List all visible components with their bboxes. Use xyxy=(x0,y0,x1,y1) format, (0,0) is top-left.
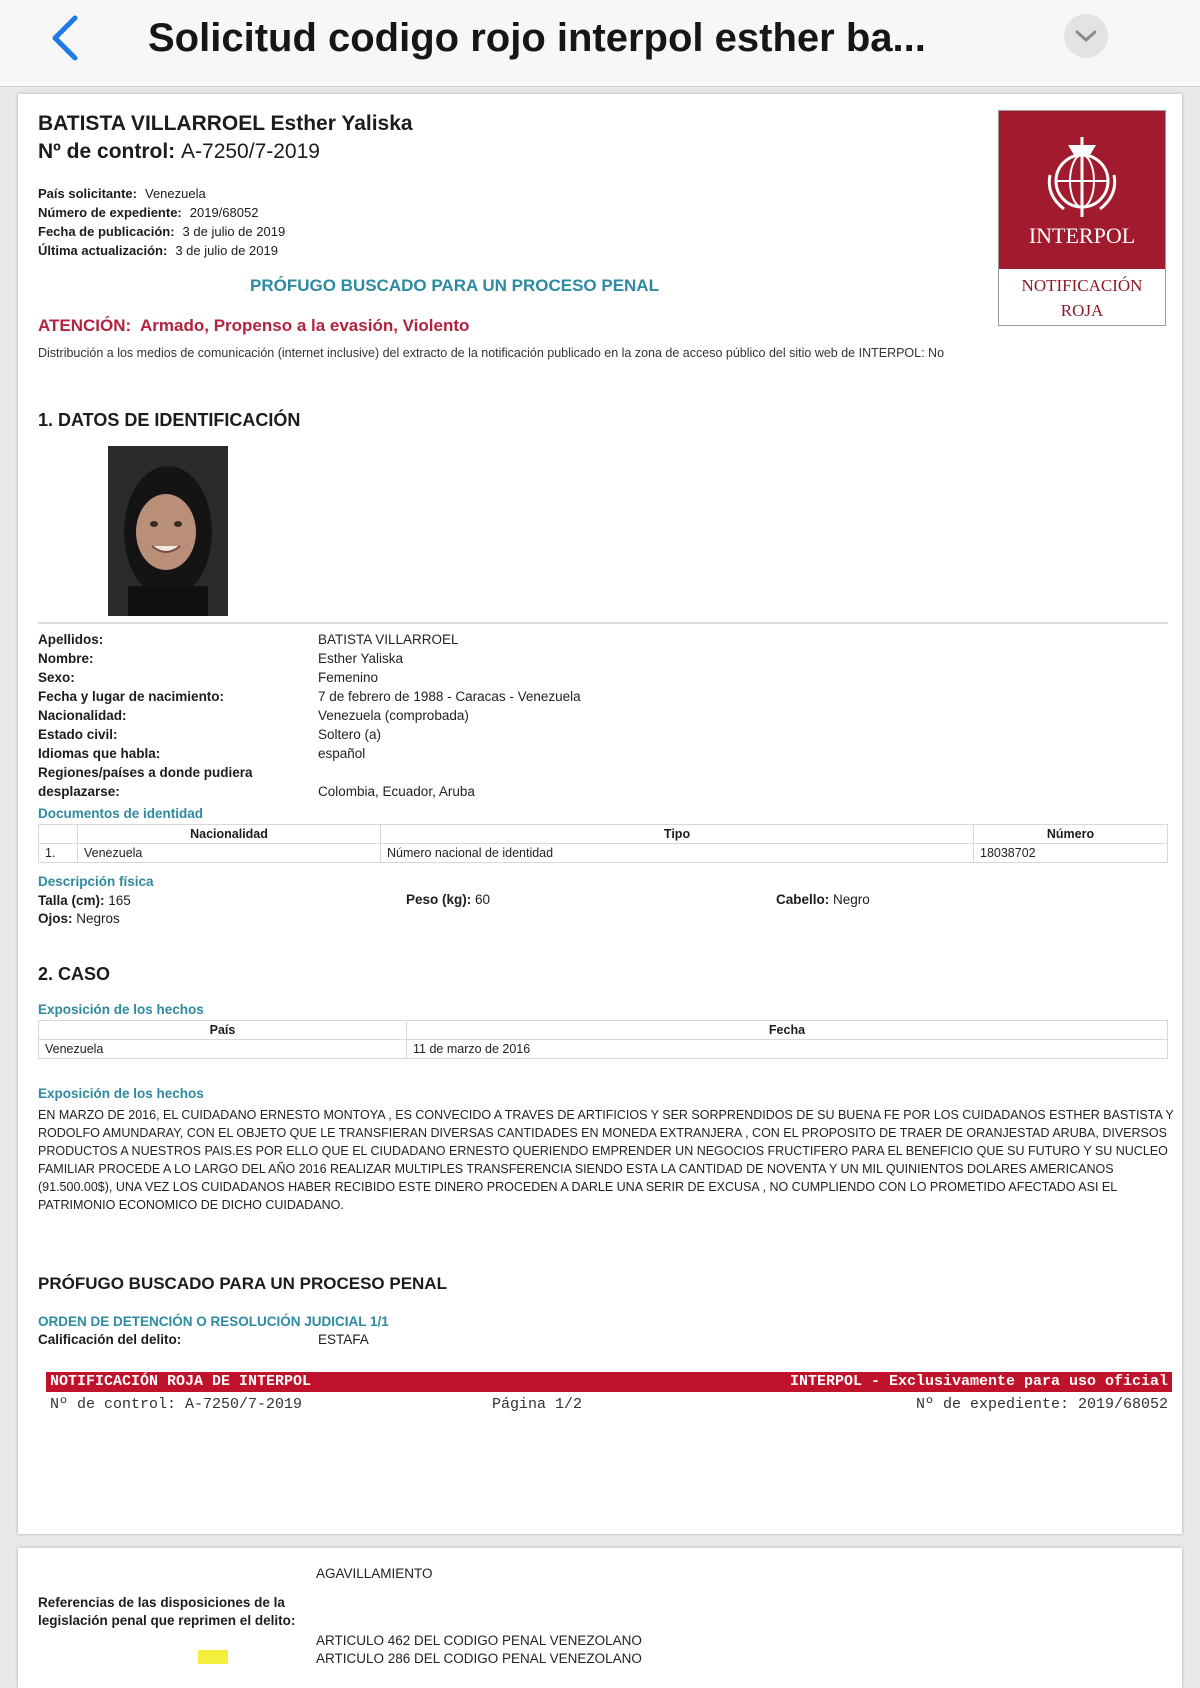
meta-row: Número de expediente: 2019/68052 xyxy=(38,205,259,220)
warrant-heading: PRÓFUGO BUSCADO PARA UN PROCESO PENAL xyxy=(38,1274,447,1293)
logo-note: NOTIFICACIÓN ROJA xyxy=(1021,276,1143,320)
table-header-row: País Fecha xyxy=(39,1021,1168,1040)
documents-table xyxy=(38,824,1168,863)
interpol-logo xyxy=(998,110,1166,326)
control-number xyxy=(38,140,320,164)
back-button[interactable] xyxy=(40,10,88,66)
notice-metadata xyxy=(38,184,285,260)
facts-heading: Exposición de los hechos xyxy=(38,1086,204,1101)
id-row: Nacionalidad: Venezuela (comprobada) xyxy=(38,708,469,723)
identification-heading: 1. DATOS DE IDENTIFICACIÓN xyxy=(38,410,301,430)
notice-banner-title: PRÓFUGO BUSCADO PARA UN PROCESO PENAL xyxy=(250,276,659,295)
divider xyxy=(38,622,1168,624)
table-header-row: Nacionalidad Tipo Número xyxy=(39,825,1168,844)
documents-heading: Documentos de identidad xyxy=(38,806,204,821)
physical-heading: Descripción física xyxy=(38,874,154,889)
subject-photo xyxy=(108,446,228,616)
table-row: Venezuela 11 de marzo de 2016 xyxy=(39,1040,1168,1059)
id-row: Apellidos: BATISTA VILLARROEL xyxy=(38,632,459,647)
title-menu-button[interactable] xyxy=(1064,14,1108,58)
case-heading: 2. CASO xyxy=(38,964,111,984)
control-value: A-7250/7-2019 xyxy=(181,140,320,163)
meta-row: Fecha de publicación: 3 de julio de 2019 xyxy=(38,224,286,239)
distribution-note: Distribución a los medios de comunicación (internet inclusive) del extracto de la notificación publicado en la zona de acceso público del sitio web de INTERPOL: No xyxy=(38,346,945,360)
physical-hair: Cabello: Negro xyxy=(776,892,870,907)
control-label: Nº de control: xyxy=(38,140,176,163)
case-table-heading: Exposición de los hechos xyxy=(38,1002,204,1017)
identification-table xyxy=(38,630,1118,801)
meta-row: País solicitante: Venezuela xyxy=(38,186,206,201)
document-page-2 xyxy=(18,1548,1182,1688)
chevron-left-icon xyxy=(47,14,81,62)
navigation-bar xyxy=(0,0,1200,87)
facts-text: EN MARZO DE 2016, EL CUIDADANO ERNESTO MONTOYA , ES CONVECIDO A TRAVES DE ARTIFICIOS Y SER SORPRENDIDOS DE SU BUENA FE POR LOS CUIDADANOS ESTHER BASTISTA Y RODOLFO AMUNDARAY, CON EL OBJETO QUE LE TRANSFIERAN DIVERSAS CANTIDADES EN MONEDA EXTRANJERA , CON EL PROPOSITO DE TRAER DE ORANJESTAD ARUBA, DIVERSOS PRODUCTOS A NUESTROS PAIS.ES POR ELLO QUE EL CIUDADANO ERNESTO QUERIENDO EMPRENDER UN NEGOCIOS FRUCTIFERO PARA EL BENEFICIO QUE SU FUTURO Y SU NUCLEO FAMILIAR PROCEDE A LO LARGO DEL AÑO 2016 REALIZAR MULTIPLES TRANSFERENCIA SIENDO ESTA LA CANTIDAD DE NOVENTA Y UN MIL QUINIENTOS DOLARES AMERICANOS (91.500.00$), UNA VEZ LOS CUIDADANOS HABER RECIBIDO ESTE DINERO PROCEDEN A DARLE UNA SERIR DE EXCUSA , NO CUMPLIENDO CON LO PROMETIDO AFECTADO ASI EL PATRIMONIO ECONOMICO DE DICHO CUIDADANO. xyxy=(38,1108,1174,1212)
document-page-1: BATISTA VILLARROEL Esther Yaliska Nº de control: A-7250/7-2019 País solicitante: Venezuela Número de expediente: 2019/68052 Fecha de publicación: 3 de julio de 2019 Última actualización: 3 de julio de 2019 INTERPOL NOTIFICACIÓN ROJA PRÓFUGO BUSCADO PARA UN PROCESO PENAL ATENCIÓN: Armado, Propenso a la evasión, Violento Distribución a los medios de comunicación (internet inclusive) del extracto de la notificación publicado en la zona de acceso público del sitio web de INTERPOL: No 1. DATOS DE IDENTIFICACIÓN Apellidos: BATISTA VILLARROEL Nombre: Esther Yaliska Sexo: Femenino Fecha y lugar de nacimiento: 7 de febrero de 1988 - Caracas - Venezuela Nacionalidad: Venezuela (comprobada) Estado civil: Soltero (a) Idiomas que habla: español Regiones/países a donde pudiera desplazarse: Colombia, Ecuador, Aruba Documentos de identidad Nacionalidad Tipo Número 1. Venezuela Número nacional de identidad 18038702 Descripción física Talla (cm): 165 Ojos: Negros Peso (kg): 60 Cabello: Negro 2. CASO Exposición de los hechos País Fecha Venezuela 11 de marzo de 2016 Exposición de los hechos EN MARZO DE 2016, EL CUIDADANO ERNESTO MONTOYA , ES CONVECIDO A TRAVES DE ARTIFICIOS Y SER SORPRENDIDOS DE SU BUENA FE POR LOS CUIDADANOS ESTHER BASTISTA Y RODOLFO AMUNDARAY, CON EL OBJETO QUE LE TRANSFIERAN DIVERSAS CANTIDADES EN MONEDA EXTRANJERA , CON EL PROPOSITO DE TRAER DE ORANJESTAD ARUBA, DIVERSOS PRODUCTOS A NUESTROS PAIS.ES POR ELLO QUE EL CIUDADANO ERNESTO QUERIENDO EMPRENDER UN NEGOCIOS FRUCTIFERO PARA EL BENEFICIO QUE SU FUTURO Y SU NUCLEO FAMILIAR PROCEDE A LO LARGO DEL AÑO 2016 REALIZAR MULTIPLES TRANSFERENCIA SIENDO ESTA LA CANTIDAD DE NOVENTA Y UN MIL QUINIENTOS DOLARES AMERICANOS (91.500.00$), UNA VEZ LOS CUIDADANOS HABER RECIBIDO ESTE DINERO PROCEDEN A DARLE UNA SERIR DE EXCUSA , NO CUMPLIENDO CON LO PROMETIDO AFECTADO ASI EL PATRIMONIO ECONOMICO DE DICHO CUIDADANO. PRÓFUGO BUSCADO PARA UN PROCESO PENAL ORDEN DE DETENCIÓN O RESOLUCIÓN JUDICIAL 1/1 Calificación del delito: ESTAFA NOTIFICACIÓN ROJA DE INTERPOL INTERPOL - Exclusivamente para uso oficial Nº de control: A-7250/7-2019 Página 1/2 Nº de expediente: 2019/68052 xyxy=(18,94,1182,1534)
table-row: 1. Venezuela Número nacional de identidad 18038702 xyxy=(39,844,1168,863)
interpol-emblem-icon xyxy=(1042,131,1122,219)
subject-name: BATISTA VILLARROEL Esther Yaliska xyxy=(38,112,413,135)
id-row: Estado civil: Soltero (a) xyxy=(38,727,382,742)
meta-row: Última actualización: 3 de julio de 2019 xyxy=(38,243,278,258)
offense-row: Calificación del delito: ESTAFA xyxy=(38,1332,369,1347)
physical-weight: Peso (kg): 60 xyxy=(406,892,491,907)
footer-red-bar: NOTIFICACIÓN ROJA DE INTERPOL INTERPOL - Exclusivamente para uso oficial xyxy=(46,1372,1172,1392)
warning-text: ATENCIÓN: Armado, Propenso a la evasión, Violento xyxy=(38,316,470,335)
warrant-order: ORDEN DE DETENCIÓN O RESOLUCIÓN JUDICIAL 1/1 xyxy=(38,1314,389,1329)
case-table xyxy=(38,1020,1168,1059)
legal-refs: ARTICULO 462 DEL CODIGO PENAL VENEZOLANO ARTICULO 286 DEL CODIGO PENAL VENEZOLANO xyxy=(316,1633,642,1666)
physical-left: Talla (cm): 165 Ojos: Negros xyxy=(38,893,131,926)
id-row: Sexo: Femenino xyxy=(38,670,379,685)
chevron-down-icon xyxy=(1075,29,1097,43)
highlight-mark xyxy=(198,1650,228,1664)
logo-word: INTERPOL xyxy=(1028,223,1136,248)
id-row: Fecha y lugar de nacimiento: 7 de febrero de 1988 - Caracas - Venezuela xyxy=(38,689,581,704)
id-row: Regiones/países a donde pudiera desplazarse: Colombia, Ecuador, Aruba xyxy=(38,765,475,799)
document-title: Solicitud codigo rojo interpol esther ba... xyxy=(148,16,926,60)
id-row: Nombre: Esther Yaliska xyxy=(38,651,404,666)
id-row: Idiomas que habla: español xyxy=(38,746,366,761)
offense-extra: AGAVILLAMIENTO xyxy=(316,1566,433,1581)
legal-refs-label: Referencias de las disposiciones de la legislación penal que reprimen el delito: xyxy=(38,1595,296,1628)
